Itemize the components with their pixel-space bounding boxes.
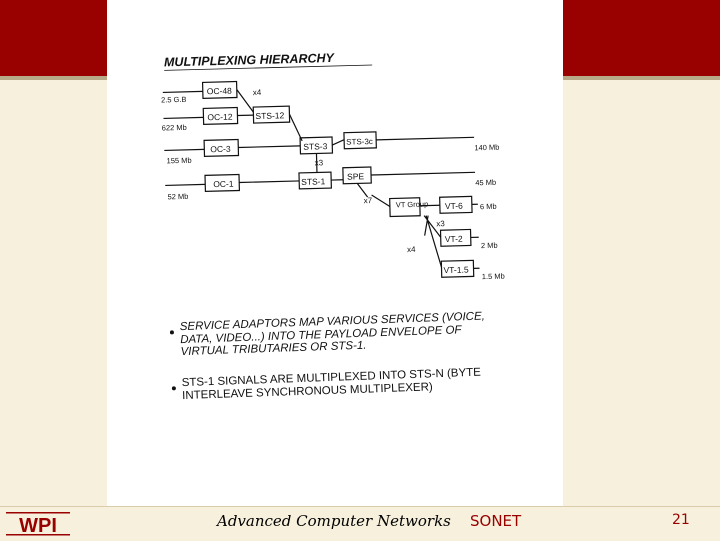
page-number: 21 bbox=[672, 512, 690, 528]
oc48-label: OC-48 bbox=[207, 86, 233, 97]
multiplier-2: x3 bbox=[315, 158, 324, 167]
rate-left-2: 622 Mb bbox=[162, 123, 187, 133]
sts1-label: STS-1 bbox=[301, 176, 326, 187]
sts3-label: STS-3 bbox=[303, 141, 328, 152]
oc3-label: OC-3 bbox=[210, 144, 231, 155]
vt15-label: VT-1.5 bbox=[443, 265, 469, 276]
multiplier-1: x4 bbox=[253, 88, 262, 97]
scanned-figure bbox=[107, 0, 563, 506]
vt2-label: VT-2 bbox=[445, 234, 463, 244]
multiplier-5: x4 bbox=[407, 245, 416, 254]
vt-group-label: VT Group bbox=[396, 200, 429, 210]
oc12-label: OC-12 bbox=[207, 112, 233, 123]
vt6-label: VT-6 bbox=[445, 201, 463, 211]
bullet-text-2: STS-1 SIGNALS ARE MULTIPLEXED INTO STS-N (BYTE INTERLEAVE SYNCHRONOUS MULTIPLEXER) bbox=[182, 366, 493, 402]
topic-label: SONET bbox=[470, 512, 521, 530]
rate-right-1: 140 Mb bbox=[474, 143, 499, 153]
oc1-label: OC-1 bbox=[213, 179, 234, 190]
spe-label: SPE bbox=[347, 171, 365, 181]
rate-right-2: 45 Mb bbox=[475, 178, 496, 188]
multiplexing-hierarchy-diagram bbox=[107, 0, 563, 506]
rate-left-3: 155 Mb bbox=[166, 156, 191, 166]
rate-right-3: 6 Mb bbox=[480, 202, 497, 211]
bullet-dot-2 bbox=[172, 386, 176, 390]
sts3c-label: STS-3c bbox=[346, 137, 373, 147]
rate-left-4: 52 Mb bbox=[167, 192, 188, 202]
logo-text: WPI bbox=[19, 515, 57, 537]
multiplier-4: x3 bbox=[436, 219, 445, 228]
sts12-label: STS-12 bbox=[255, 110, 284, 121]
wpi-logo bbox=[4, 508, 72, 538]
diagram-title: MULTIPLEXING HIERARCHY bbox=[164, 51, 336, 69]
rate-right-4: 2 Mb bbox=[481, 241, 498, 250]
rate-right-5: 1.5 Mb bbox=[482, 272, 505, 282]
rate-left-1: 2.5 G.B bbox=[161, 95, 187, 105]
multiplier-3: x7 bbox=[364, 196, 373, 205]
course-title: Advanced Computer Networks bbox=[217, 512, 451, 530]
bullet-text-1: SERVICE ADAPTORS MAP VARIOUS SERVICES (VOICE, DATA, VIDEO...) INTO THE PAYLOAD ENVELOPE OF VIRTUAL TRIBUTARIES OR STS-1. bbox=[180, 310, 491, 358]
bullet-dot-1 bbox=[170, 330, 174, 334]
